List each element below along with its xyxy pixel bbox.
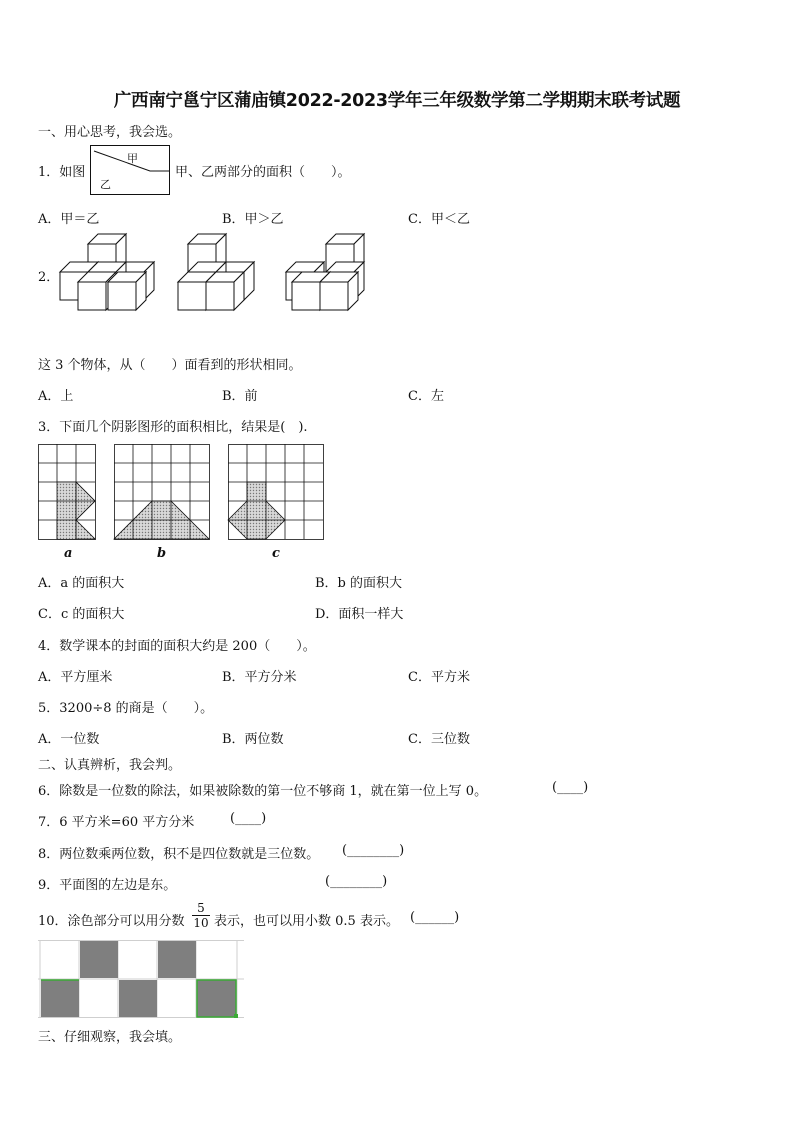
q3-grid-c [228,444,324,540]
section-heading-2: 二、认真辨析，我会判。 [38,758,182,773]
q3-grid-figures [38,444,328,542]
q5-text: 5．3200÷8 的商是（ ）。 [38,701,214,716]
q5-option-c[interactable]: C．三位数 [408,732,470,747]
q5-option-a[interactable]: A．一位数 [38,732,100,747]
q10-answer-blank[interactable]: (______) [410,910,460,925]
section-heading-1: 一、用心思考，我会选。 [38,125,182,140]
q10-fraction [192,901,210,930]
section-heading-3: 三、仔细观察，我会填。 [38,1030,182,1045]
q3-option-d[interactable]: D．面积一样大 [315,607,404,622]
q10-text-pre: 10．涂色部分可以用分数 [38,914,185,929]
q8-answer-blank[interactable]: (________) [342,843,405,858]
q6-text: 6．除数是一位数的除法，如果被除数的第一位不够商 1，就在第一位上写 0。 [38,784,488,799]
q5-option-b[interactable]: B．两位数 [222,732,284,747]
q10-fraction-denominator: 10 [193,916,209,930]
q3-grid-a [38,444,96,540]
q2-option-a[interactable]: A．上 [38,389,74,404]
q1-option-c[interactable]: C．甲＜乙 [408,212,470,227]
q2-number: 2． [38,270,60,285]
q10-text-post: 表示，也可以用小数 0.5 表示。 [214,914,399,929]
q7-text: 7．6 平方米=60 平方分米 [38,815,195,830]
q2-option-b[interactable]: B．前 [222,389,258,404]
q1-option-a[interactable]: A．甲＝乙 [38,212,100,227]
q1-option-b[interactable]: B．甲＞乙 [222,212,284,227]
q10-fraction-numerator: 5 [197,901,205,915]
q4-option-b[interactable]: B．平方分米 [222,670,297,685]
q9-text: 9．平面图的左边是东。 [38,878,177,893]
q4-option-c[interactable]: C．平方米 [408,670,470,685]
q1-number: 1．如图 [38,165,86,180]
q10-shaded-grid [38,940,244,1020]
page-title: 广西南宁邕宁区蒲庙镇2022-2023学年三年级数学第二学期期末联考试题 [113,91,681,111]
q3-label-a: a [64,546,73,561]
q3-option-c[interactable]: C．c 的面积大 [38,607,125,622]
q4-text: 4．数学课本的封面的面积大约是 200（ ）。 [38,639,316,654]
q3-label-b: b [157,546,167,561]
q2-cube-figures [56,232,376,314]
q4-option-a[interactable]: A．平方厘米 [38,670,113,685]
q3-grid-b [114,444,210,540]
q1-label-jia: 甲 [127,152,138,165]
q3-text: 3．下面几个阴影图形的面积相比，结果是( ). [38,420,308,435]
q2-option-c[interactable]: C．左 [408,389,444,404]
q3-option-b[interactable]: B．b 的面积大 [315,576,403,591]
q6-answer-blank[interactable]: (____) [552,780,589,795]
q7-answer-blank[interactable]: (____) [230,811,267,826]
q3-option-a[interactable]: A．a 的面积大 [38,576,125,591]
q8-text: 8．两位数乘两位数，积不是四位数就是三位数。 [38,847,320,862]
q1-text: 甲、乙两部分的面积（ ）。 [175,165,351,180]
q2-text: 这 3 个物体，从（ ）面看到的形状相同。 [38,358,302,373]
q1-label-yi: 乙 [100,178,111,191]
q3-label-c: c [272,546,280,561]
q9-answer-blank[interactable]: (________) [325,874,388,889]
